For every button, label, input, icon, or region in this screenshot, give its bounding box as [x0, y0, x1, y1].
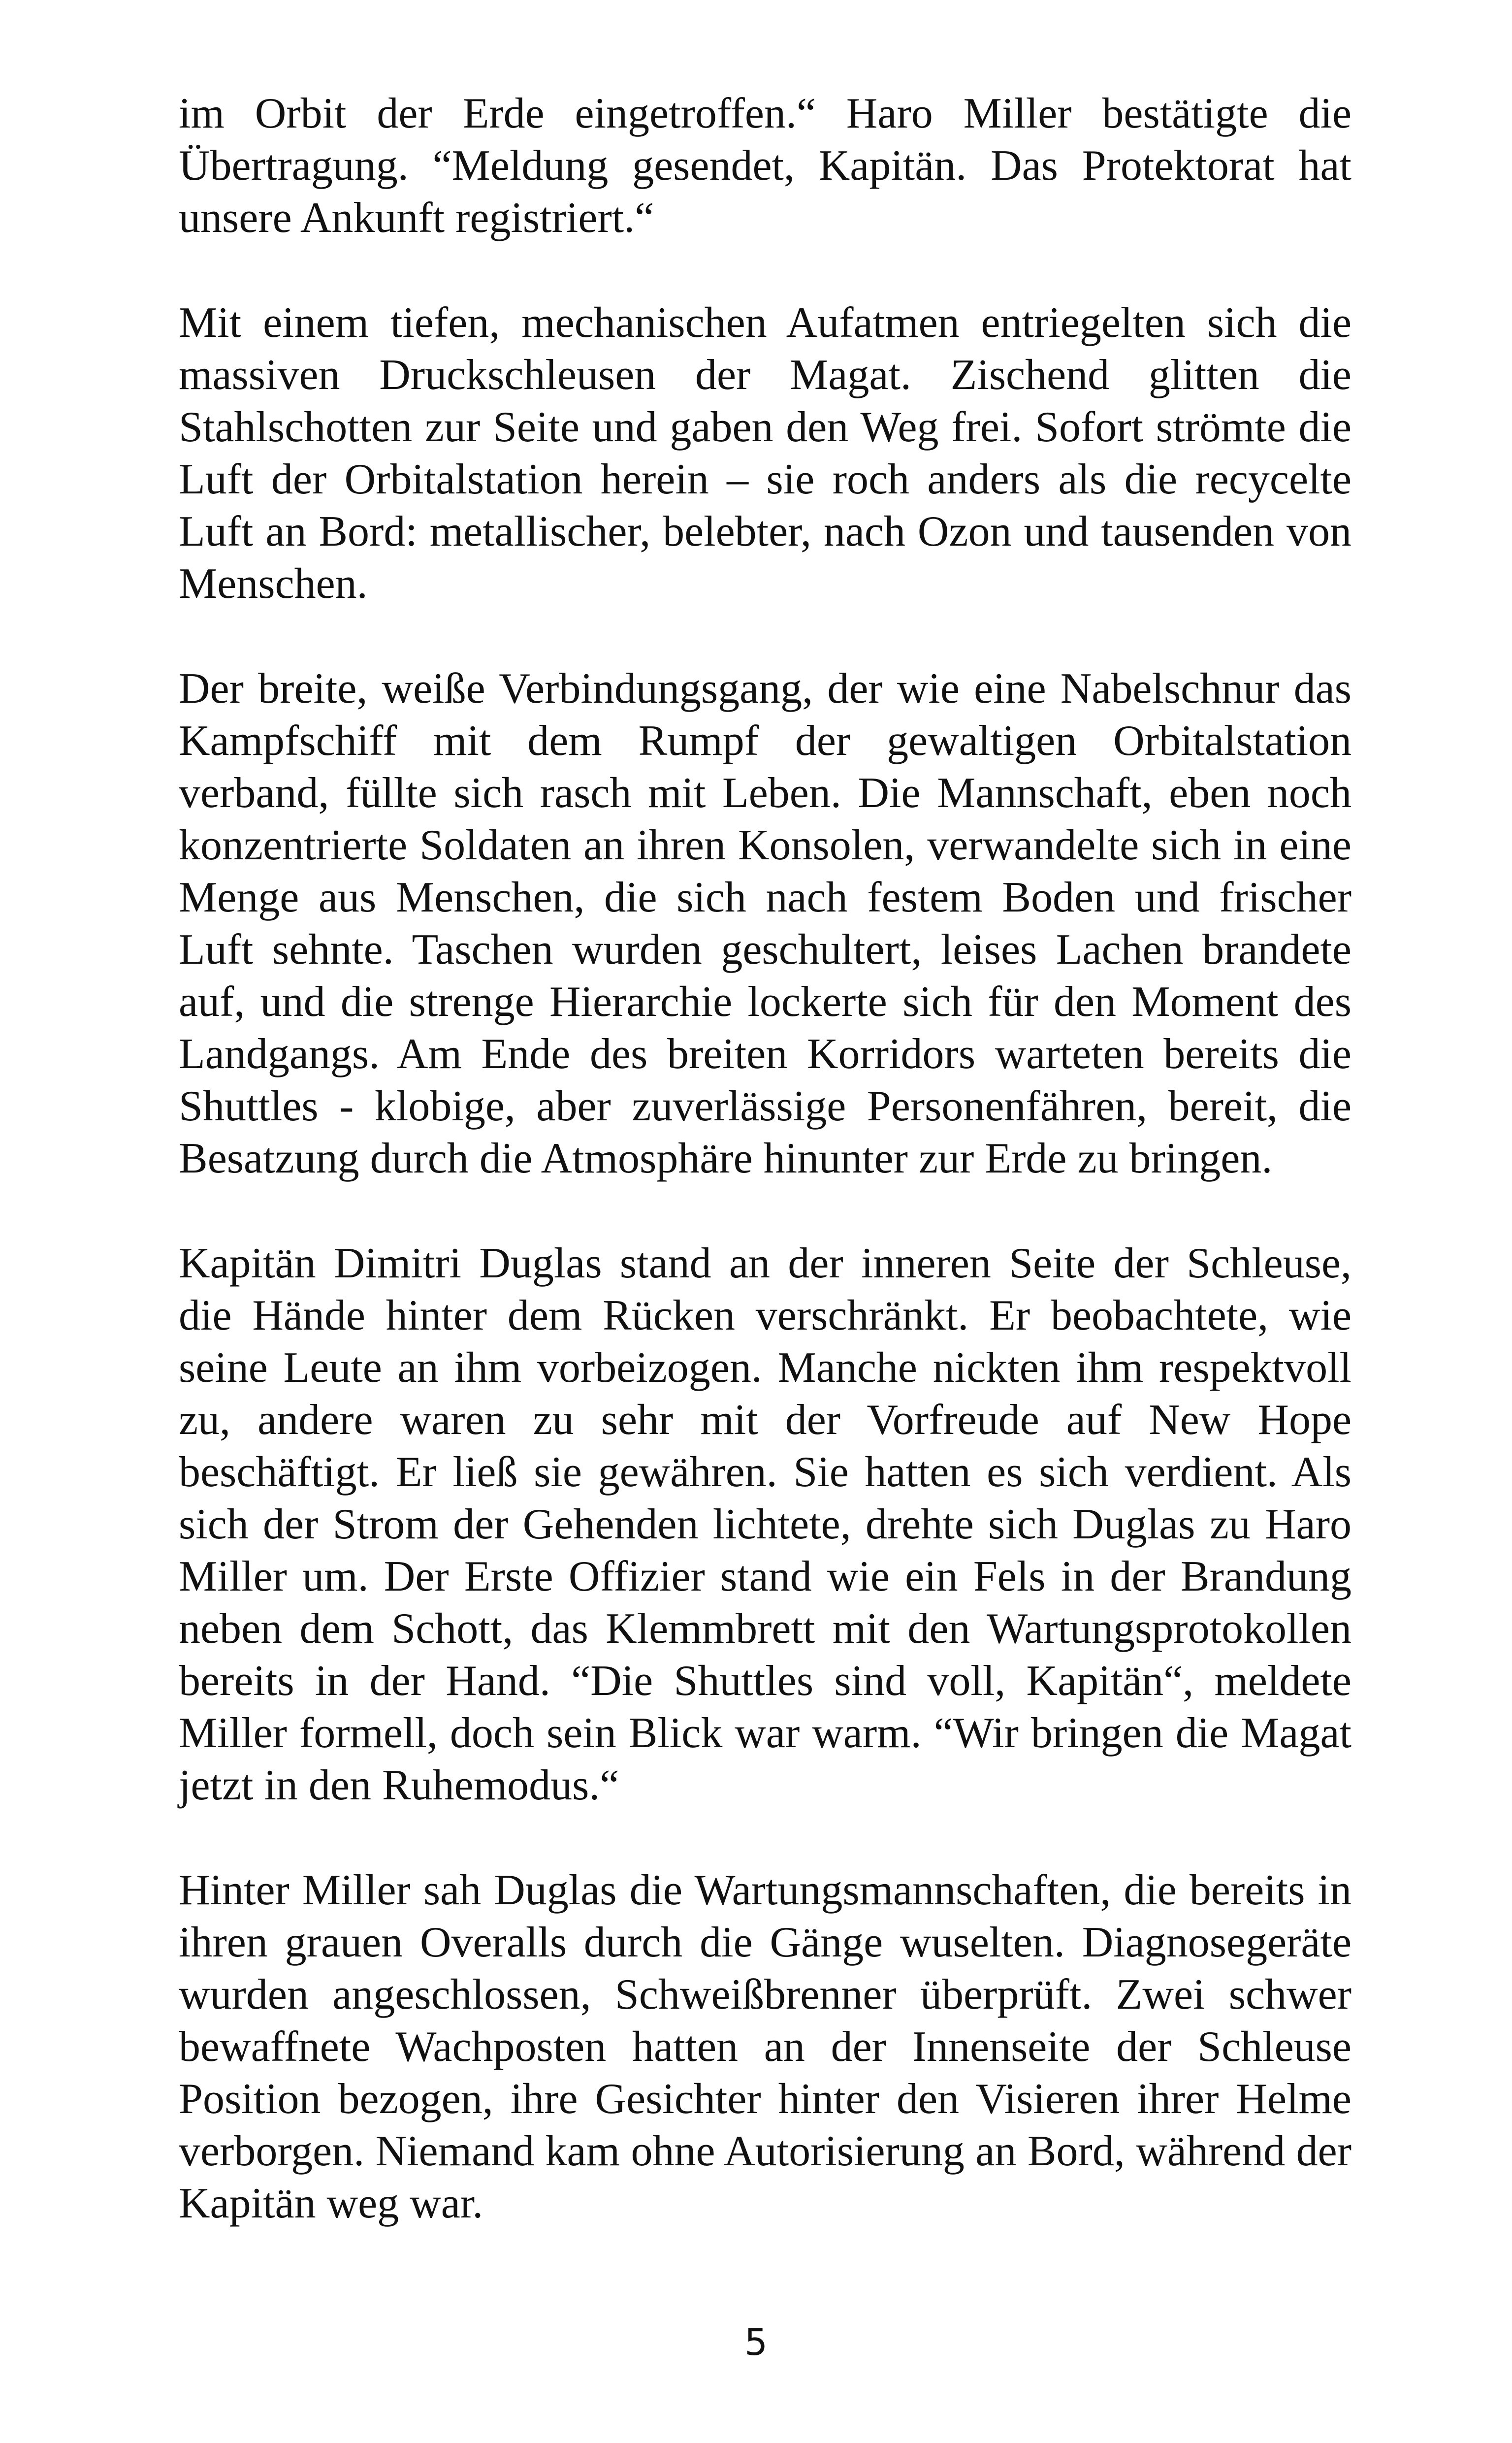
paragraph-5: Hinter Miller sah Duglas die Wartungsmannschaften, die bereits in ihren grauen Overalls durch die Gänge wuselten. Diagnosegeräte wurden angeschlossen, Schweißbrenner überprüft. Zwei schwer bewaffnete Wachposten hatten an der Innenseite der Schleuse Position bezogen, ihre Gesichter hinter den Visieren ihrer Helme verborgen. Niemand kam ohne Autorisierung an Bord, während der Kapitän weg war. [179, 1866, 1351, 2227]
page-number: 5 [744, 2321, 768, 2364]
paragraph-4: Kapitän Dimitri Duglas stand an der inneren Seite der Schleuse, die Hände hinter dem Rücken verschränkt. Er beobachtete, wie seine Leute an ihm vorbeizogen. Manche nickten ihm respektvoll zu, andere waren zu sehr mit der Vorfreude auf New Hope beschäftigt. Er ließ sie gewähren. Sie hatten es sich verdient. Als sich der Strom der Gehenden lichtete, drehte sich Duglas zu Haro Miller um. Der Erste Offizier stand wie ein Fels in der Brandung neben dem Schott, das Klemmbrett mit den Wartungsprotokollen bereits in der Hand. “Die Shuttles sind voll, Kapitän“, meldete Miller formell, doch sein Blick war warm. “Wir bringen die Magat jetzt in den Ruhemodus.“ [179, 1239, 1351, 1809]
paragraph-3: Der breite, weiße Verbindungsgang, der wie eine Nabelschnur das Kampfschiff mit dem Rumpf der gewaltigen Orbitalstation verband, füllte sich rasch mit Leben. Die Mannschaft, eben noch konzentrierte Soldaten an ihren Konsolen, verwandelte sich in eine Menge aus Menschen, die sich nach festem Boden und frischer Luft sehnte. Taschen wurden geschultert, leises Lachen brandete auf, und die strenge Hierarchie lockerte sich für den Moment des Landgangs. Am Ende des breiten Korridors warteten bereits die Shuttles - klobige, aber zuverlässige Personenfähren, bereit, die Besatzung durch die Atmosphäre hinunter zur Erde zu bringen. [179, 665, 1351, 1182]
paragraph-1: im Orbit der Erde eingetroffen.“ Haro Miller bestätigte die Übertragung. “Meldung gesendet, Kapitän. Das Protektorat hat unsere Ankunft registriert.“ [179, 90, 1351, 242]
paragraph-2: Mit einem tiefen, mechanischen Aufatmen entriegelten sich die massiven Druckschleusen der Magat. Zischend glitten die Stahlschotten zur Seite und gaben den Weg frei. Sofort strömte die Luft der Orbitalstation herein – sie roch anders als die recycelte Luft an Bord: metallischer, belebter, nach Ozon und tausenden von Menschen. [179, 299, 1351, 608]
body-text [179, 88, 1351, 2230]
